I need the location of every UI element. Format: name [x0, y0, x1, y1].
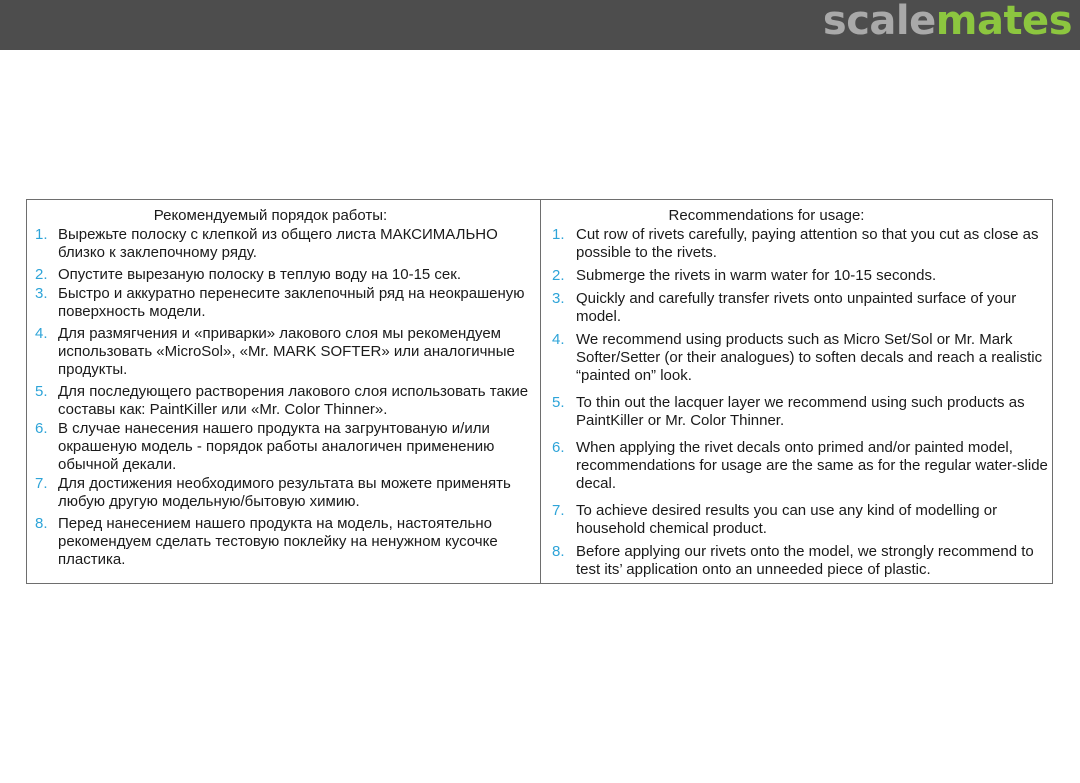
step-text: We recommend using products such as Micro Set/Sol or Mr. Mark Softer/Setter (or their analogues) to soften decals and reach a realistic “painted on” look. — [576, 331, 1043, 384]
list-item — [541, 267, 1052, 285]
step-number: 8. — [552, 543, 565, 560]
step-number: 5. — [35, 383, 48, 400]
step-number: 8. — [35, 515, 48, 532]
list-item — [541, 543, 1052, 579]
list-item — [27, 515, 540, 569]
step-number: 3. — [552, 290, 565, 307]
list-item — [541, 331, 1052, 385]
english-steps-list — [541, 226, 1052, 579]
step-text: Cut row of rivets carefully, paying attention so that you cut as close as possible to the rivets. — [576, 226, 1039, 261]
list-item — [27, 420, 540, 474]
list-item — [27, 266, 540, 284]
step-text: When applying the rivet decals onto primed and/or painted model, recommendations for usage are the same as for the regular water-slide decal. — [576, 439, 1048, 492]
russian-column — [27, 200, 541, 583]
step-text: Для размягчения и «приварки» лакового слоя мы рекомендуем использовать «MicroSol», «Mr. MARK SOFTER» или аналогичные продукты. — [58, 325, 515, 378]
step-number: 1. — [552, 226, 565, 243]
step-text: Submerge the rivets in warm water for 10-15 seconds. — [576, 267, 937, 284]
list-item — [27, 475, 540, 511]
russian-heading: Рекомендуемый порядок работы: — [153, 207, 388, 224]
step-number: 4. — [35, 325, 48, 342]
scalemates-logo[interactable] — [823, 0, 1072, 46]
list-item — [27, 325, 540, 379]
step-number: 7. — [35, 475, 48, 492]
step-number: 4. — [552, 331, 565, 348]
logo-text-scale: scale — [822, 0, 936, 44]
step-number: 6. — [35, 420, 48, 437]
step-text: Для последующего растворения лакового слоя использовать такие составы как: PaintKiller или «Mr. Color Thinner». — [58, 383, 529, 418]
english-heading: Recommendations for usage: — [668, 207, 865, 224]
list-item — [541, 394, 1052, 430]
list-item — [27, 226, 540, 262]
step-text: Для достижения необходимого результата вы можете применять любую другую модельную/бытовую химию. — [58, 475, 511, 510]
english-column — [541, 200, 1052, 583]
list-item — [27, 383, 540, 419]
step-text: To thin out the lacquer layer we recommend using such products as PaintKiller or Mr. Color Thinner. — [576, 394, 1025, 429]
step-text: Before applying our rivets onto the model, we strongly recommend to test its’ application onto an unneeded piece of plastic. — [576, 543, 1034, 578]
step-number: 2. — [35, 266, 48, 283]
instructions-table — [26, 199, 1053, 584]
top-bar — [0, 0, 1080, 50]
step-number: 5. — [552, 394, 565, 411]
logo-text-mates: mates — [935, 0, 1072, 44]
step-text: Перед нанесением нашего продукта на модель, настоятельно рекомендуем сделать тестовую поклейку на ненужном кусочке пластика. — [58, 515, 498, 568]
list-item — [541, 226, 1052, 262]
step-number: 7. — [552, 502, 565, 519]
step-text: В случае нанесения нашего продукта на загрунтованую и/или окрашеную модель - порядок работы аналогичен применению обычной декали. — [58, 420, 495, 473]
list-item — [541, 290, 1052, 326]
step-text: Вырежьте полоску с клепкой из общего листа МАКСИМАЛЬНО близко к заклепочному ряду. — [58, 226, 498, 261]
list-item — [27, 285, 540, 321]
step-number: 3. — [35, 285, 48, 302]
step-number: 6. — [552, 439, 565, 456]
russian-steps-list — [27, 226, 540, 569]
step-number: 2. — [552, 267, 565, 284]
list-item — [541, 439, 1052, 493]
step-text: Быстро и аккуратно перенесите заклепочный ряд на неокрашеную поверхность модели. — [58, 285, 525, 320]
step-text: Опустите вырезаную полоску в теплую воду на 10-15 сек. — [58, 266, 462, 283]
list-item — [541, 502, 1052, 538]
step-text: To achieve desired results you can use any kind of modelling or household chemical product. — [576, 502, 998, 537]
step-text: Quickly and carefully transfer rivets onto unpainted surface of your model. — [576, 290, 1017, 325]
step-number: 1. — [35, 226, 48, 243]
